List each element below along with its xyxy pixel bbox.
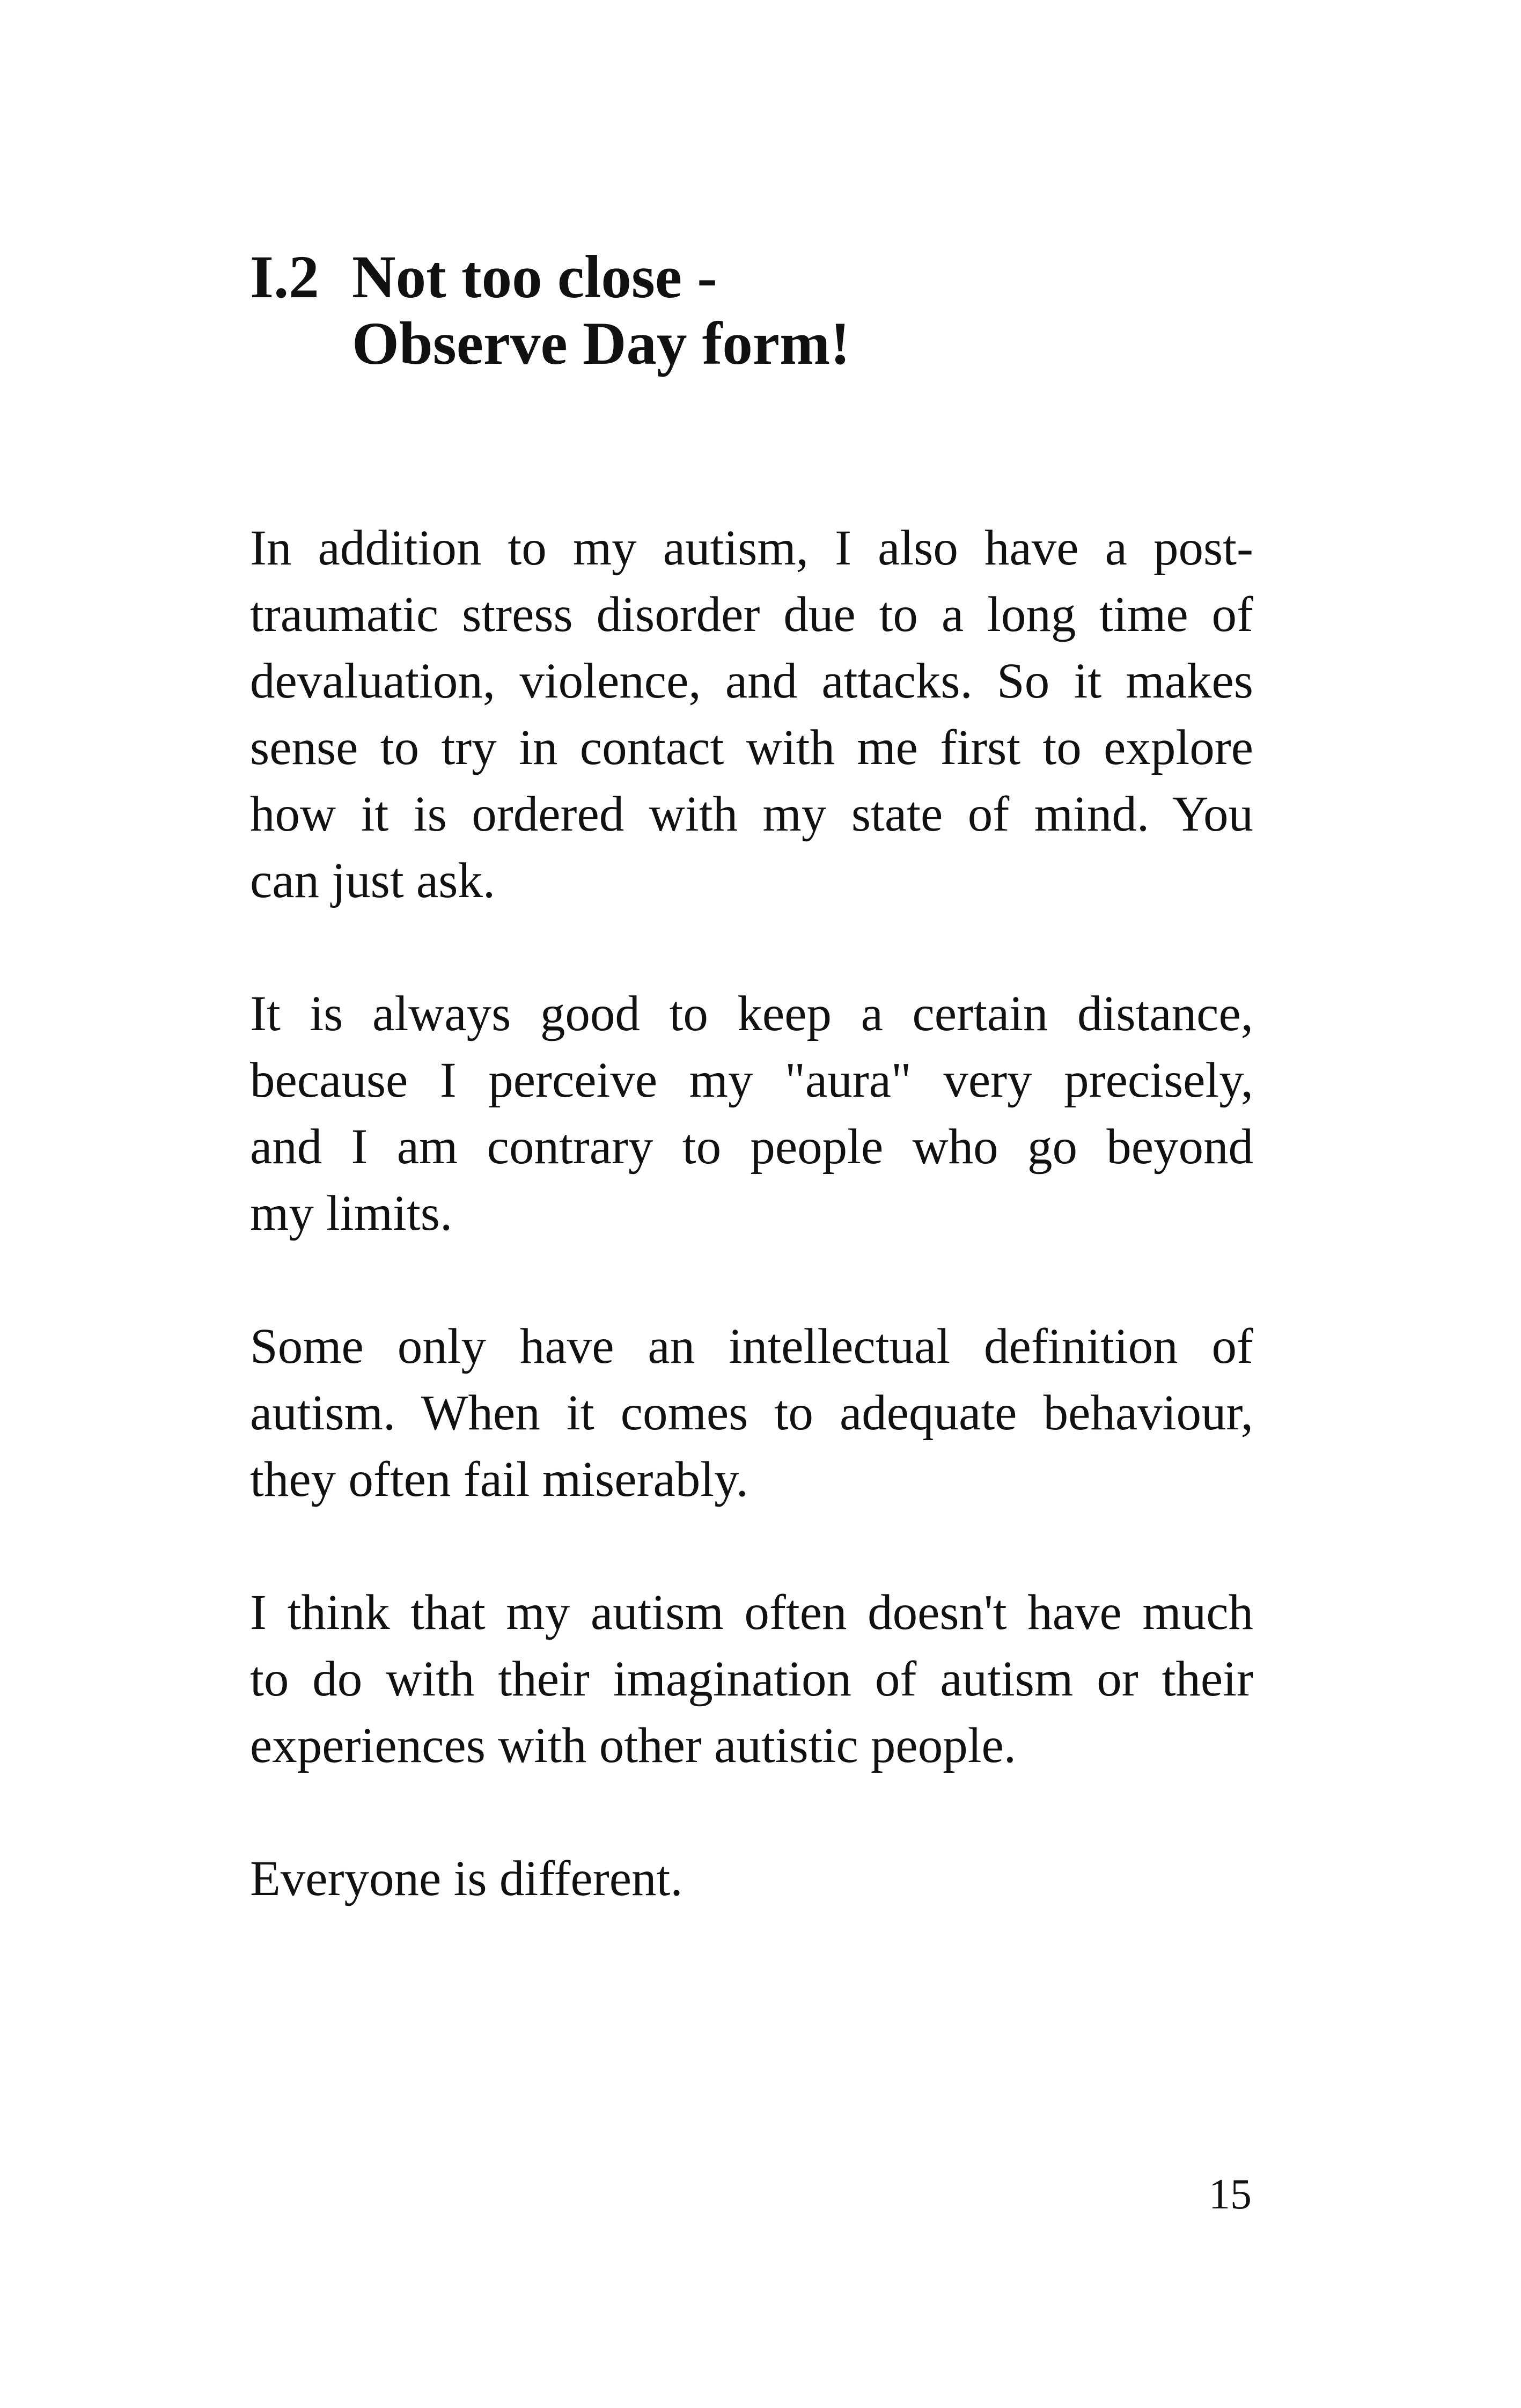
text-line: Some only have an intellectual definition of [250, 1319, 1253, 1374]
section-title-line: Observe Day form! [352, 310, 850, 377]
text-line: devaluation, violence, and attacks. So it makes [250, 654, 1253, 709]
paragraph [250, 981, 1253, 1247]
text-line: my limits. [250, 1186, 453, 1241]
text-line: they often fail miserably. [250, 1452, 748, 1507]
text-line: I think that my autism often doesn't have much [250, 1585, 1253, 1640]
paragraph [250, 515, 1253, 914]
text-line: sense to try in contact with me first to explore [250, 720, 1253, 775]
text-line: experiences with other autistic people. [250, 1718, 1017, 1773]
paragraph [250, 1580, 1253, 1779]
section-number: I.2 [250, 244, 319, 311]
text-line: and I am contrary to people who go beyond [250, 1119, 1253, 1174]
paragraph [250, 1313, 1253, 1513]
body-text [250, 515, 1253, 1979]
text-line: to do with their imagination of autism or their [250, 1651, 1253, 1707]
page-number: 15 [1209, 2171, 1252, 2218]
text-line: because I perceive my "aura" very precisely, [250, 1053, 1253, 1108]
section-title-line: Not too close - [352, 244, 717, 311]
text-line: It is always good to keep a certain distance, [250, 986, 1253, 1041]
text-line: how it is ordered with my state of mind. You [250, 787, 1253, 842]
paragraph [250, 1846, 1253, 1912]
section-heading [250, 244, 850, 377]
text-line: Everyone is different. [250, 1851, 683, 1906]
text-line: can just ask. [250, 853, 496, 908]
text-line: traumatic stress disorder due to a long time of [250, 587, 1253, 642]
section-title [352, 244, 850, 377]
text-line: In addition to my autism, I also have a post- [250, 520, 1253, 576]
text-line: autism. When it comes to adequate behaviour, [250, 1385, 1253, 1441]
